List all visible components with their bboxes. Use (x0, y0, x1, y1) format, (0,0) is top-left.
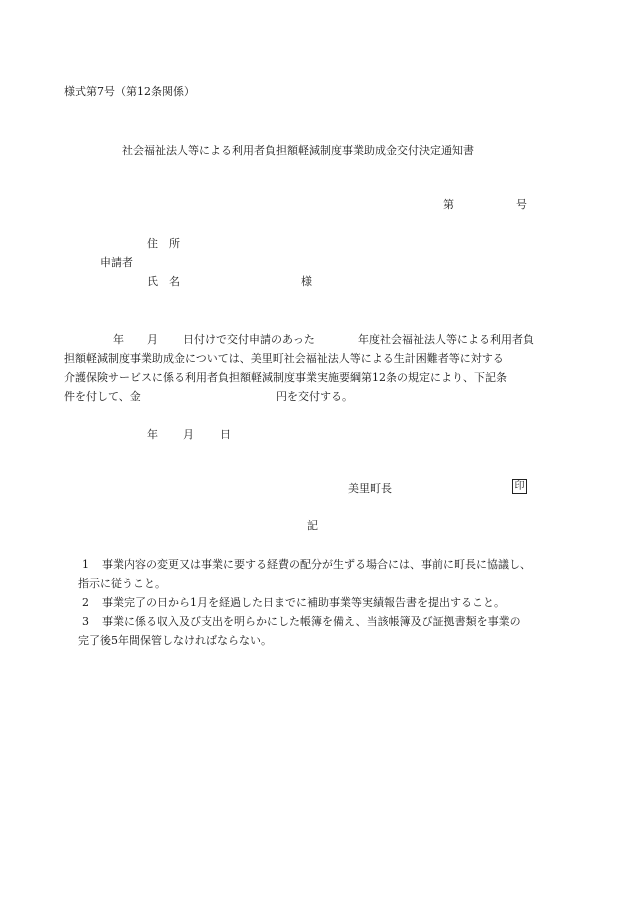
date-month: 月 (183, 428, 194, 441)
body-line-2: 担額軽減制度事業助成金については、美里町社会福祉法人等による生計困難者等に対する (64, 352, 504, 365)
form-label: 様式第7号（第12条関係） (64, 85, 195, 98)
condition-line: 指示に従うこと。 (78, 577, 166, 590)
address-label: 住 所 (147, 237, 180, 250)
condition-line: 事業完了の日から1月を経過した日までに補助事業等実績報告書を提出すること。 (102, 596, 505, 609)
doc-number-go: 号 (516, 198, 527, 211)
condition-number: 1 (82, 558, 89, 571)
body-line-3: 介護保険サービスに係る利用者負担額軽減制度事業実施要綱第12条の規定により、下記条 (64, 371, 507, 384)
date-year: 年 (147, 428, 158, 441)
body-line-4-b: 円を交付する。 (276, 390, 353, 403)
condition-number: 2 (82, 596, 89, 609)
body-line-1-b: 年度社会福祉法人等による利用者負 (358, 333, 534, 346)
document-title: 社会福祉法人等による利用者負担額軽減制度事業助成金交付決定通知書 (122, 144, 474, 157)
body-line-4-a: 件を付して、金 (64, 390, 141, 403)
seal-mark: 印 (512, 479, 527, 494)
ki-heading: 記 (307, 519, 318, 532)
body-line-1-year: 年 (113, 333, 124, 346)
issuer-title: 美里町長 (348, 482, 392, 495)
condition-line: 事業内容の変更又は事業に要する経費の配分が生ずる場合には、事前に町長に協議し、 (102, 558, 531, 571)
sama-honorific: 様 (301, 275, 312, 288)
date-day: 日 (220, 428, 231, 441)
body-line-1-a: 日付けで交付申請のあった (183, 333, 315, 346)
condition-line: 事業に係る収入及び支出を明らかにした帳簿を備え、当該帳簿及び証拠書類を事業の (102, 615, 521, 628)
name-label: 氏 名 (147, 275, 180, 288)
doc-number-dai: 第 (443, 198, 454, 211)
condition-line: 完了後5年間保管しなければならない。 (78, 634, 272, 647)
body-line-1-month: 月 (147, 333, 158, 346)
applicant-label: 申請者 (100, 256, 133, 269)
condition-number: 3 (82, 615, 89, 628)
